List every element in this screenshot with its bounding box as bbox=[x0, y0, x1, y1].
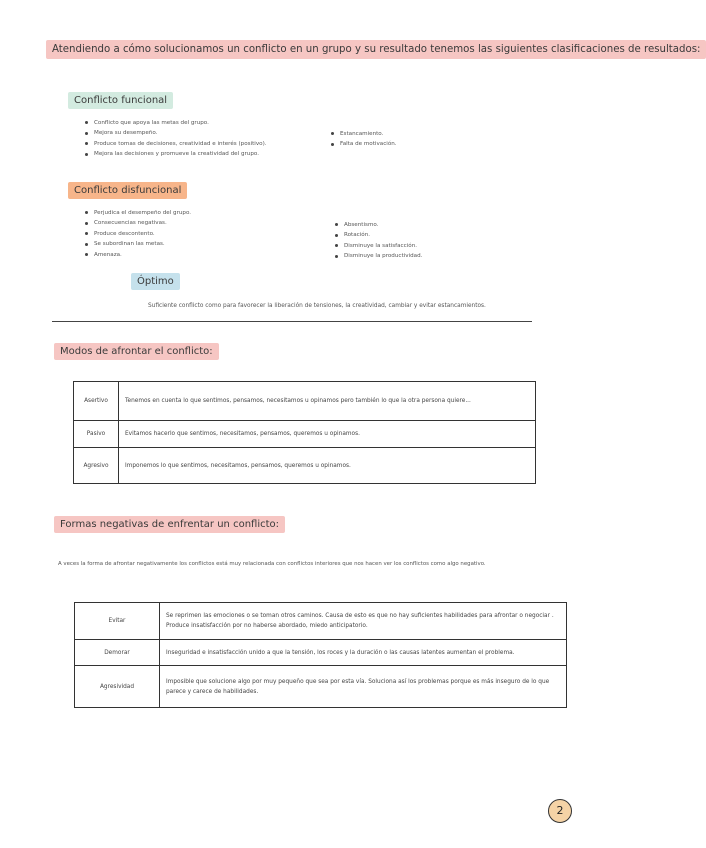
page-title: Atendiendo a cómo solucionamos un conflicto en un grupo y su resultado tenemos las siguientes clasificaciones de resultados: bbox=[46, 40, 706, 59]
list-item: Amenaza. bbox=[94, 250, 191, 260]
list-item: Rotación. bbox=[344, 230, 422, 240]
list-item: Produce tomas de decisiones, creatividad e interés (positivo). bbox=[94, 139, 267, 149]
table-row bbox=[75, 603, 567, 640]
row-text-asertivo: Tenemos en cuenta lo que sentimos, pensamos, necesitamos u opinamos pero también lo que la otra persona quiere... bbox=[119, 382, 536, 421]
row-label-evitar: Evitar bbox=[75, 603, 160, 640]
table-row bbox=[74, 448, 536, 484]
list-item: Disminuye la productividad. bbox=[344, 251, 422, 261]
funcional-left-list bbox=[80, 118, 267, 160]
heading-optimo: Óptimo bbox=[131, 273, 180, 290]
negativas-table bbox=[74, 602, 567, 708]
modos-table bbox=[73, 381, 536, 484]
list-item: Produce descontento. bbox=[94, 229, 191, 239]
list-item: Consecuencias negativas. bbox=[94, 218, 191, 228]
row-text-pasivo: Evitamos hacerlo que sentimos, necesitamos, pensamos, queremos u opinamos. bbox=[119, 421, 536, 448]
table-row bbox=[75, 640, 567, 666]
table-row bbox=[74, 382, 536, 421]
list-item: Falta de motivación. bbox=[340, 139, 397, 149]
row-text-agresivo: Imponemos lo que sentimos, necesitamos, pensamos, queremos u opinamos. bbox=[119, 448, 536, 484]
row-label-asertivo: Asertivo bbox=[74, 382, 119, 421]
funcional-right-list bbox=[326, 129, 397, 150]
table-row bbox=[75, 666, 567, 708]
list-item: Mejora las decisiones y promueve la creatividad del grupo. bbox=[94, 149, 267, 159]
optimo-text: Suficiente conflicto como para favorecer la liberación de tensiones, la creatividad, cambiar y evitar estancamientos. bbox=[148, 303, 486, 309]
list-item: Perjudica el desempeño del grupo. bbox=[94, 208, 191, 218]
heading-conflicto-funcional: Conflicto funcional bbox=[68, 92, 173, 109]
negativas-intro: A veces la forma de afrontar negativamente los conflictos está muy relacionada con conflictos interiores que nos hacen ver los conflictos como algo negativo. bbox=[58, 561, 486, 567]
list-item: Se subordinan las metas. bbox=[94, 239, 191, 249]
heading-conflicto-disfuncional: Conflicto disfuncional bbox=[68, 182, 187, 199]
row-text-evitar: Se reprimen las emociones o se toman otros caminos. Causa de esto es que no hay suficientes habilidades para afrontar o negociar . Produce insatisfacción por no haberse abordado, miedo anticipatorio. bbox=[160, 603, 567, 640]
row-label-demorar: Demorar bbox=[75, 640, 160, 666]
row-label-pasivo: Pasivo bbox=[74, 421, 119, 448]
page-number-badge: 2 bbox=[548, 799, 572, 823]
list-item: Mejora su desempeño. bbox=[94, 128, 267, 138]
heading-formas-negativas: Formas negativas de enfrentar un conflicto: bbox=[54, 516, 285, 533]
row-text-demorar: Inseguridad e insatisfacción unido a que la tensión, los roces y la duración o las causas latentes aumentan el problema. bbox=[160, 640, 567, 666]
list-item: Absentismo. bbox=[344, 220, 422, 230]
row-text-agresividad: Imposible que solucione algo por muy pequeño que sea por esta vía. Soluciona así los problemas porque es más inseguro de lo que parece y carece de habilidades. bbox=[160, 666, 567, 708]
row-label-agresivo: Agresivo bbox=[74, 448, 119, 484]
table-row bbox=[74, 421, 536, 448]
row-label-agresividad: Agresividad bbox=[75, 666, 160, 708]
disfuncional-right-list bbox=[330, 220, 422, 262]
list-item: Disminuye la satisfacción. bbox=[344, 241, 422, 251]
section-divider bbox=[52, 321, 532, 322]
list-item: Estancamiento. bbox=[340, 129, 397, 139]
disfuncional-left-list bbox=[80, 208, 191, 260]
list-item: Conflicto que apoya las metas del grupo. bbox=[94, 118, 267, 128]
heading-modos-afrontar: Modos de afrontar el conflicto: bbox=[54, 343, 219, 360]
